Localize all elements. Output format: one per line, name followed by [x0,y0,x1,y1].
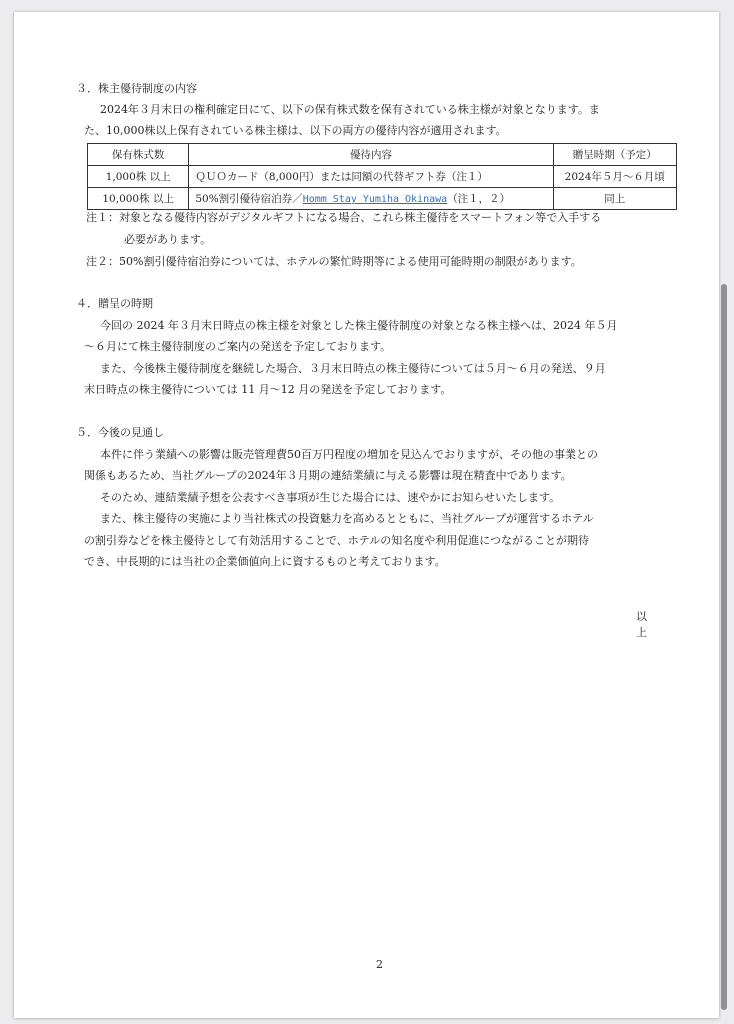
section4-line2: ～６月にて株主優待制度のご案内の発送を予定しております。 [84,340,392,353]
section5-line1: 本件に伴う業績への影響は販売管理費50百万円程度の増加を見込んでおりますが、その他の事業との [100,448,598,461]
closing-mark: 以 上 [636,610,674,639]
note2: 注２：50%割引優待宿泊券については、ホテルの繁忙時期等による使用可能時期の制限があります。 [86,255,582,268]
section3-heading: ３．株主優待制度の内容 [76,82,197,95]
section5-line5: の割引券などを株主優待として有効活用することで、ホテルの知名度や利用促進につながることが期待 [84,534,590,547]
table-row [88,166,677,188]
section5-line3: そのため、連結業績予想を公表すべき事項が生じた場合には、速やかにお知らせいたします。 [100,491,561,504]
section4-line3: また、今後株主優待制度を継続した場合、３月末日時点の株主優待については５月～６月の発送、９月 [100,362,606,375]
hotel-link[interactable]: Homm Stay Yumiha Okinawa [302,194,448,205]
section4-line1: 今回の 2024 年３月末日時点の株主様を対象とした株主優待制度の対象となる株主様へは、2024 年５月 [100,319,618,332]
cell-timing: 2024年５月～６月頃 [553,166,676,188]
section4-heading: ４．贈呈の時期 [76,297,153,310]
section4-line4: 末日時点の株主優待については 11 月～12 月の発送を予定しております。 [84,383,452,396]
cell-timing: 同上 [553,188,676,210]
section5-line2: 関係もあるため、当社グループの2024年３月期の連結業績に与える影響は現在精査中であります。 [84,469,572,482]
cell-shares: 1,000株 以上 [88,166,189,188]
section5-line4: また、株主優待の実施により当社株式の投資魅力を高めるとともに、当社グループが運営するホテル [100,512,594,525]
header-timing: 贈呈時期（予定） [553,144,676,166]
section5-line6: でき、中長期的には当社の企業価値向上に資するものと考えております。 [84,555,446,568]
page-number: 2 [376,958,383,971]
cell-benefit: ＱＵＯカード（8,000円）または同額の代替ギフト券（注１） [189,166,553,188]
header-shares: 保有株式数 [88,144,189,166]
table-row [88,188,677,210]
header-benefit: 優待内容 [189,144,553,166]
document-page [14,12,719,1018]
note1-line2: 必要があります。 [124,233,212,246]
note1-line1: 注１：対象となる優待内容がデジタルギフトになる場合、これら株主優待をスマートフォン等で入手する [86,211,602,224]
benefit-prefix: 50%割引優待宿泊券／ [195,193,303,205]
cell-shares: 10,000株 以上 [88,188,189,210]
section3-paragraph-line2: た、10,000株以上保有されている株主様は、以下の両方の優待内容が適用されます。 [84,124,507,137]
table-header-row [88,144,677,166]
section3-paragraph-line1: 2024年３月末日の権利確定日にて、以下の保有株式数を保有されている株主様が対象となります。ま [100,103,600,116]
section5-heading: ５．今後の見通し [76,426,164,439]
benefit-suffix: （注１，２） [447,193,511,205]
vertical-scrollbar[interactable] [721,284,727,1010]
benefits-table [87,143,677,210]
cell-benefit [189,188,553,210]
